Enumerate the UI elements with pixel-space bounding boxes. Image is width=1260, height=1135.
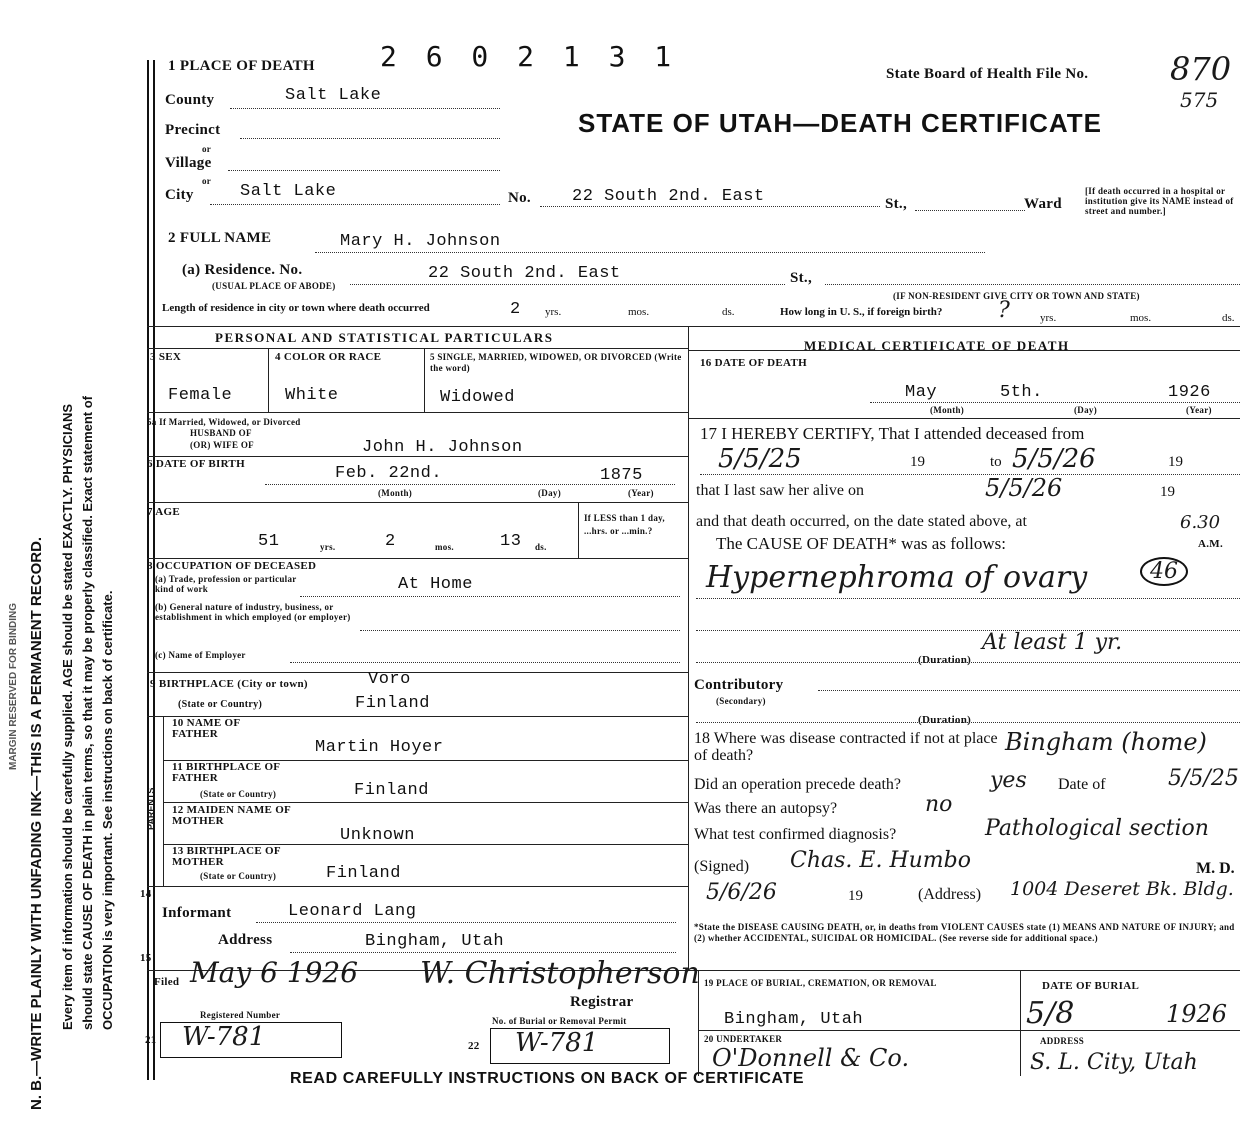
- left-row-2: [147, 412, 688, 413]
- informant-num: 14: [140, 888, 152, 900]
- race-label: 4 COLOR OR RACE: [275, 351, 382, 363]
- informant-label: Informant: [162, 905, 232, 921]
- operation-value: yes: [990, 768, 1027, 793]
- age-months: 2: [385, 532, 396, 551]
- left-row-6: [147, 672, 688, 673]
- mother-birthplace-value: Finland: [326, 864, 401, 883]
- marital-label: 5 SINGLE, MARRIED, WIDOWED, OR DIVORCED (Write the word): [430, 352, 682, 373]
- personal-heading: PERSONAL AND STATISTICAL PARTICULARS: [215, 330, 554, 345]
- ward-note: [If death occurred in a hospital or institution give its NAME instead of street and number.]: [1085, 186, 1234, 216]
- full-name-value: Mary H. Johnson: [340, 232, 501, 251]
- county-line: [230, 108, 500, 109]
- file-no-label: State Board of Health File No.: [886, 66, 1089, 82]
- length-ds-label: ds.: [722, 306, 735, 318]
- sex-value: Female: [168, 386, 233, 405]
- residence-value: 22 South 2nd. East: [428, 264, 621, 283]
- to-19: 19: [1168, 454, 1183, 470]
- age-yrs-caption: yrs.: [320, 542, 336, 552]
- residence-city-line: [825, 284, 1240, 285]
- burial-year-value: 1926: [1166, 1000, 1228, 1028]
- residence-line: [350, 284, 785, 285]
- informant-address-label: Address: [218, 932, 273, 948]
- duration-value: At least 1 yr.: [982, 630, 1123, 655]
- left-row-11: [147, 886, 688, 887]
- sex-label: 3 SEX: [150, 351, 182, 363]
- to-label: to: [990, 454, 1002, 470]
- full-name-line: [315, 252, 985, 253]
- burial-place-value: Bingham, Utah: [724, 1010, 864, 1029]
- place-of-death-label: 1 PLACE OF DEATH: [168, 58, 315, 74]
- us-ds-label: ds.: [1222, 312, 1235, 324]
- sex-race-div: [268, 348, 269, 412]
- burial-permit-label: No. of Burial or Removal Permit: [492, 1016, 627, 1026]
- left-row-9: [163, 802, 688, 803]
- age-label: 7 AGE: [147, 506, 180, 518]
- father-birthplace-value: Finland: [354, 781, 429, 800]
- burial-div-2: [1020, 970, 1021, 1076]
- file-no: 870: [1170, 50, 1232, 88]
- spouse-label-2: HUSBAND OF: [190, 428, 252, 438]
- occupation-value: At Home: [398, 575, 473, 594]
- race-value: White: [285, 386, 339, 405]
- grid-center: [688, 326, 689, 971]
- father-birthplace-label: 11 BIRTHPLACE OF FATHER: [172, 761, 280, 784]
- burial-row: [698, 1030, 1240, 1031]
- dod-month: May: [905, 383, 938, 402]
- dod-year: 1926: [1168, 383, 1211, 402]
- cause-label: The CAUSE OF DEATH* was as follows:: [716, 534, 1006, 553]
- or-2: or: [202, 176, 212, 186]
- burial-date-label: DATE OF BURIAL: [1042, 980, 1140, 992]
- occupation-label: 8 OCCUPATION OF DECEASED: [147, 560, 317, 572]
- dod-day-caption: (Day): [1074, 405, 1097, 415]
- reg-num-prefix: 21: [145, 1034, 157, 1046]
- informant-value: Leonard Lang: [288, 902, 417, 921]
- precinct-line: [240, 138, 500, 139]
- instruction-line-3: should state CAUSE OF DEATH in plain terms, so that it may be properly classified. Exact statement of: [80, 395, 95, 1030]
- mother-label: 12 MAIDEN NAME OF MOTHER: [172, 804, 291, 827]
- village-label: Village: [165, 155, 212, 171]
- parents-label: PARENTS: [146, 787, 156, 830]
- st-label: St.,: [885, 196, 908, 212]
- filed-label: Filed: [154, 976, 180, 988]
- burial-date-value: 5/8: [1026, 996, 1075, 1031]
- attend-from-date: 5/5/25: [718, 444, 802, 474]
- duration-label: (Duration): [918, 654, 972, 666]
- contracted-label: 18 Where was disease contracted if not at place of death?: [694, 730, 998, 764]
- dob-label: 6 DATE OF BIRTH: [147, 458, 245, 470]
- contributory-line: [818, 690, 1240, 691]
- length-residence-yrs: 2: [510, 300, 521, 319]
- county-label: County: [165, 92, 215, 108]
- last-saw-date: 5/5/26: [985, 474, 1063, 502]
- village-line: [228, 170, 500, 171]
- operation-date: 5/5/25: [1168, 766, 1239, 791]
- cause-code: 46: [1140, 557, 1188, 586]
- duration-line: [696, 662, 1240, 663]
- street-line: [540, 206, 880, 207]
- less-than-label: If LESS than 1 day, ...hrs. or ...min.?: [584, 513, 665, 536]
- marital-value: Widowed: [440, 388, 515, 407]
- contracted-value: Bingham (home): [1005, 728, 1207, 756]
- dob-line: [265, 484, 675, 485]
- contributory-label: Contributory: [694, 677, 784, 693]
- burial-place-label: 19 PLACE OF BURIAL, CREMATION, OR REMOVAL: [704, 978, 937, 988]
- autopsy-value: no: [925, 792, 953, 817]
- dod-month-caption: (Month): [930, 405, 965, 415]
- ward-line: [915, 210, 1025, 211]
- instruction-line-4: OCCUPATION is very important. See instructions on back of certificate.: [100, 590, 115, 1030]
- city-label: City: [165, 187, 194, 203]
- employer-label: (c) Name of Employer: [155, 650, 246, 660]
- test-value: Pathological section: [985, 816, 1209, 841]
- cause-value: Hypernephroma of ovary: [706, 560, 1088, 595]
- medical-heading: MEDICAL CERTIFICATE OF DEATH: [804, 338, 1070, 353]
- death-occurred-label: and that death occurred, on the date stated above, at: [696, 513, 1027, 530]
- street-no-label: No.: [508, 190, 531, 206]
- length-residence-label: Length of residence in city or town where death occurred: [162, 302, 430, 314]
- dod-year-caption: (Year): [1186, 405, 1212, 415]
- us-label: How long in U. S., if foreign birth?: [780, 306, 943, 318]
- test-label: What test confirmed diagnosis?: [694, 826, 897, 843]
- father-label: 10 NAME OF FATHER: [172, 717, 240, 740]
- physician-address: 1004 Deseret Bk. Bldg.: [1010, 878, 1234, 900]
- am-label: A.M.: [1198, 538, 1224, 550]
- dob-year: 1875: [600, 466, 643, 485]
- operation-label: Did an operation precede death?: [694, 776, 902, 793]
- us-yrs-label: yrs.: [1040, 312, 1057, 324]
- certificate-title: STATE OF UTAH—DEATH CERTIFICATE: [578, 108, 1102, 138]
- mother-state-caption: (State or Country): [200, 871, 277, 881]
- dob-month-day: Feb. 22nd.: [335, 464, 443, 483]
- physician-signature: Chas. E. Humbo: [790, 848, 971, 873]
- cause-line: [696, 598, 1240, 599]
- burial-permit-value: W-781: [515, 1028, 599, 1058]
- birthplace-label: 9 BIRTHPLACE (City or town): [150, 678, 308, 690]
- secondary-label: (Secondary): [716, 696, 766, 706]
- us-mos-label: mos.: [1130, 312, 1152, 324]
- father-state-caption: (State or Country): [200, 789, 277, 799]
- age-days: 13: [500, 532, 522, 551]
- ward-label: Ward: [1024, 196, 1062, 212]
- dod-label: 16 DATE OF DEATH: [700, 357, 807, 369]
- dob-year-caption: (Year): [628, 488, 654, 498]
- filed-num: 15: [140, 952, 152, 964]
- grid-top: [147, 326, 1240, 327]
- attend-to-date: 5/5/26: [1012, 444, 1096, 474]
- age-years: 51: [258, 532, 280, 551]
- cause-line-2: [696, 630, 1240, 631]
- reg-num-label: Registered Number: [200, 1010, 281, 1020]
- right-row-2: [688, 418, 1240, 419]
- dod-line: [870, 402, 1240, 403]
- mother-value: Unknown: [340, 826, 415, 845]
- city-line: [210, 204, 500, 205]
- spouse-value: John H. Johnson: [362, 438, 523, 457]
- mother-birthplace-label: 13 BIRTHPLACE OF MOTHER: [172, 845, 281, 868]
- or-1: or: [202, 144, 212, 154]
- left-row-4: [147, 502, 688, 503]
- father-value: Martin Hoyer: [315, 738, 444, 757]
- undertaker-address-value: S. L. City, Utah: [1030, 1050, 1198, 1075]
- informant-line: [256, 922, 676, 923]
- duration-2-line: [696, 722, 1240, 723]
- from-19: 19: [910, 454, 925, 470]
- occupation-b-line: [360, 630, 680, 631]
- dob-month-caption: (Month): [378, 488, 413, 498]
- sign-date: 5/6/26: [706, 880, 777, 905]
- duration-2-label: (Duration): [918, 714, 972, 726]
- undertaker-label: 20 UNDERTAKER: [704, 1034, 783, 1044]
- birthplace-state-caption: (State or Country): [178, 699, 263, 710]
- certificate-number: 2 6 0 2 1 3 1: [380, 40, 678, 73]
- birthplace-city: Voro: [368, 670, 411, 689]
- employer-line: [290, 662, 680, 663]
- instruction-line-1: N. B.—WRITE PLAINLY WITH UNFADING INK—THIS IS A PERMANENT RECORD.: [28, 536, 45, 1110]
- last-saw-19: 19: [1160, 484, 1175, 500]
- registrar-signature: W. Christopherson: [420, 956, 700, 991]
- file-no-extra: 575: [1180, 88, 1219, 112]
- footer-instructions: READ CAREFULLY INSTRUCTIONS ON BACK OF CERTIFICATE: [290, 1070, 805, 1087]
- signed-label: (Signed): [694, 858, 750, 875]
- precinct-label: Precinct: [165, 122, 221, 138]
- age-mos-caption: mos.: [435, 542, 454, 552]
- us-value: ?: [998, 298, 1010, 323]
- age-ds-caption: ds.: [535, 542, 547, 552]
- dob-day-caption: (Day): [538, 488, 561, 498]
- street-value: 22 South 2nd. East: [572, 187, 765, 206]
- residence-st-label: St.,: [790, 270, 813, 286]
- operation-date-label: Date of: [1058, 776, 1106, 793]
- length-yrs-label: yrs.: [545, 306, 562, 318]
- last-saw-label: that I last saw her alive on: [696, 482, 864, 499]
- usual-place-label: (USUAL PLACE OF ABODE): [212, 281, 336, 291]
- race-marital-div: [424, 348, 425, 412]
- instruction-line-2: Every item of information should be carefully supplied. AGE should be stated EXACTLY. PHYSICIANS: [60, 403, 75, 1030]
- undertaker-value: O'Donnell & Co.: [712, 1044, 910, 1072]
- nonresident-note: (IF NON-RESIDENT GIVE CITY OR TOWN AND STATE): [893, 291, 1140, 301]
- length-mos-label: mos.: [628, 306, 650, 318]
- occupation-b-label: (b) General nature of industry, business, or establishment in which employed (or employer): [155, 602, 351, 622]
- county-value: Salt Lake: [285, 86, 382, 105]
- residence-label: (a) Residence. No.: [182, 262, 303, 278]
- autopsy-label: Was there an autopsy?: [694, 800, 838, 817]
- medical-footnote: *State the DISEASE CAUSING DEATH, or, in deaths from VIOLENT CAUSES state (1) MEANS AND NATURE OF INJURY; and (2) whether ACCIDENTAL, SUICIDAL OR HOMICIDAL. (See reverse side for additional space.): [694, 922, 1235, 943]
- left-row-5: [147, 558, 688, 559]
- parents-div: [163, 716, 164, 886]
- undertaker-address-label: ADDRESS: [1040, 1036, 1085, 1046]
- left-row-1: [147, 348, 688, 349]
- birthplace-country: Finland: [355, 694, 430, 713]
- occupation-a-label: (a) Trade, profession or particular kind of work: [155, 574, 297, 594]
- dod-day: 5th.: [1000, 383, 1043, 402]
- death-time: 6.30: [1180, 512, 1221, 533]
- age-less-div: [578, 502, 579, 558]
- attend-line: [700, 474, 1240, 475]
- spouse-label-1: 5a If Married, Widowed, or Divorced: [147, 417, 301, 427]
- md-label: M. D.: [1196, 860, 1235, 877]
- occupation-line: [300, 596, 680, 597]
- binding-margin-note: MARGIN RESERVED FOR BINDING: [8, 602, 19, 770]
- sign-19: 19: [848, 888, 863, 904]
- spouse-label-3: (OR) WIFE OF: [190, 440, 254, 450]
- filed-date: May 6 1926: [190, 956, 359, 989]
- informant-address-value: Bingham, Utah: [365, 932, 505, 951]
- certify-text: 17 I HEREBY CERTIFY, That I attended deceased from: [700, 424, 1085, 443]
- full-name-label: 2 FULL NAME: [168, 230, 272, 246]
- physician-address-label: (Address): [918, 886, 982, 903]
- reg-num-value: W-781: [182, 1022, 266, 1052]
- burial-permit-prefix: 22: [468, 1040, 480, 1052]
- city-value: Salt Lake: [240, 182, 337, 201]
- informant-address-line: [290, 952, 676, 953]
- registrar-label: Registrar: [570, 994, 634, 1010]
